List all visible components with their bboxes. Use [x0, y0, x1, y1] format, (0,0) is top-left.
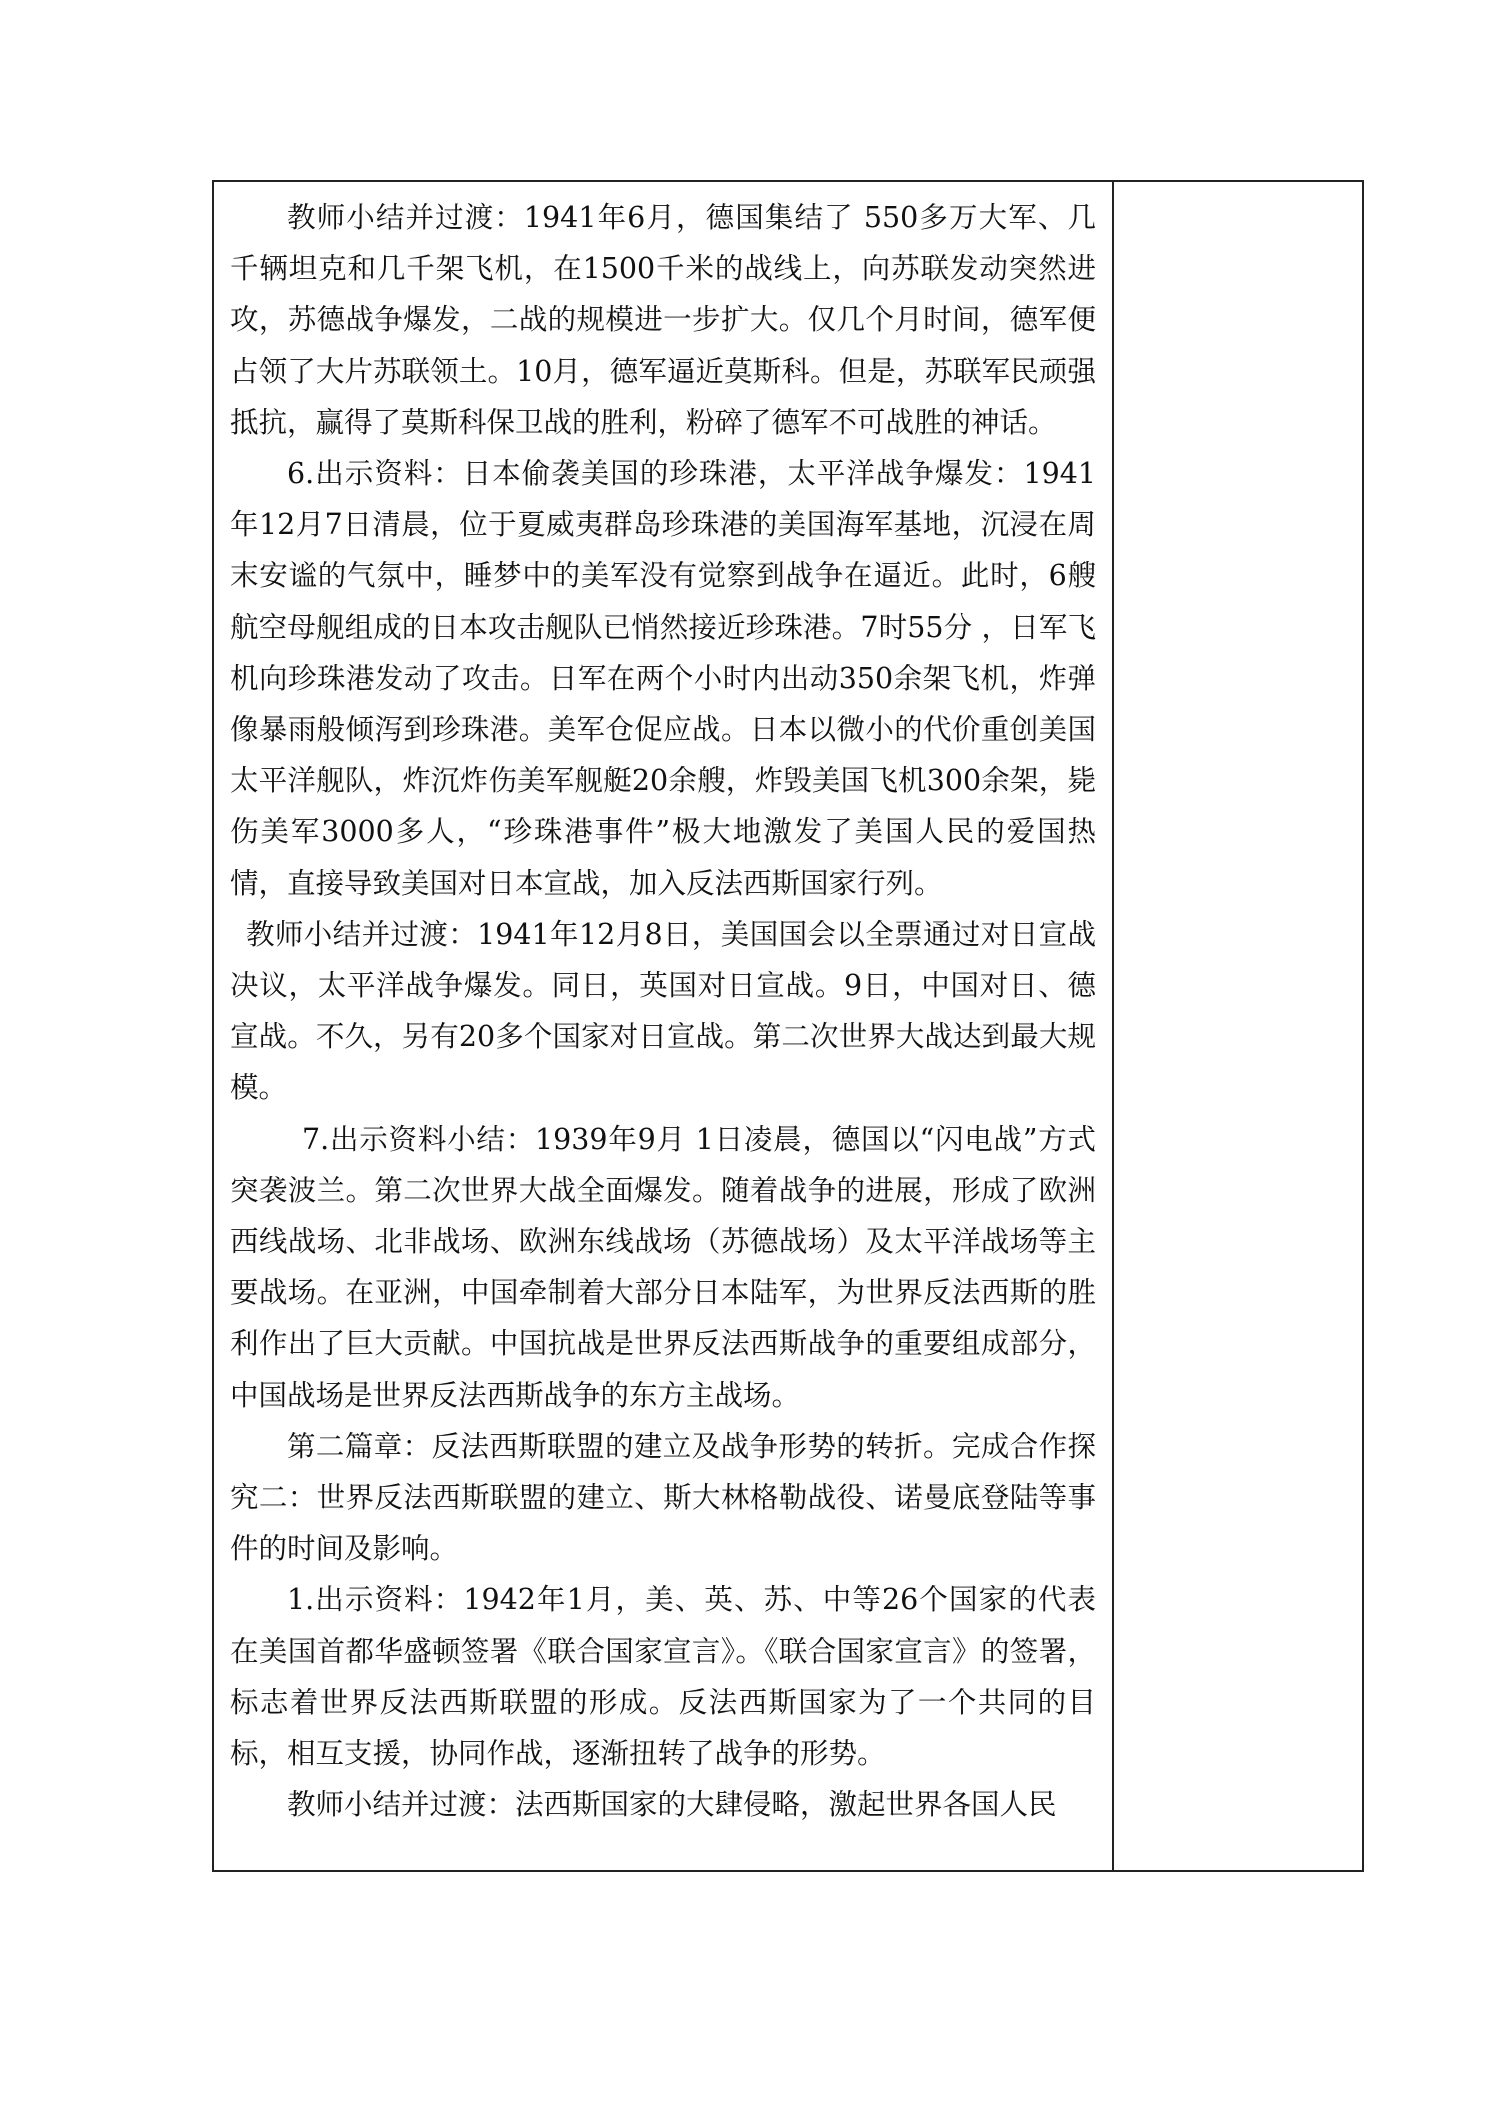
paragraph-chapter-two: 第二篇章：反法西斯联盟的建立及战争形势的转折。完成合作探究二：世界反法西斯联盟的建立、斯大林格勒战役、诺曼底登陆等事件的时间及影响。	[230, 1429, 1096, 1566]
paragraph-material-1: 1.出示资料：1942年1月，美、英、苏、中等26个国家的代表在美国首都华盛顿签署《联合国家宣言》。《联合国家宣言》的签署，标志着世界反法西斯联盟的形成。反法西斯国家为了一个共同的目标，相互支援，协同作战，逐渐扭转了战争的形势。	[230, 1583, 1096, 1771]
paragraph-teacher-summary-2: 教师小结并过渡：1941年12月8日，美国国会以全票通过对日宣战决议，太平洋战争爆发。同日，英国对日宣战。9日，中国对日、德宣战。不久，另有20多个国家对日宣战。第二次世界大战达到最大规模。	[230, 917, 1096, 1105]
paragraph-material-6: 6.出示资料：日本偷袭美国的珍珠港，太平洋战争爆发：1941年12月7日清晨，位于夏威夷群岛珍珠港的美国海军基地，沉浸在周末安谧的气氛中，睡梦中的美军没有觉察到战争在逼近。此时，6艘航空母舰组成的日本攻击舰队已悄然接近珍珠港。7时55分 ，日军飞机向珍珠港发动了攻击。日军在两个小时内出动350余架飞机，炸弹像暴雨般倾泻到珍珠港。美军仓促应战。日本以微小的代价重创美国太平洋舰队，炸沉炸伤美军舰艇20余艘，炸毁美国飞机300余架，毙伤美军3000多人，“珍珠港事件”极大地激发了美国人民的爱国热情，直接导致美国对日本宣战，加入反法西斯国家行列。	[230, 457, 1096, 900]
paragraph-material-7: 7.出示资料小结：1939年9月 1日凌晨，德国以“闪电战”方式突袭波兰。第二次世界大战全面爆发。随着战争的进展，形成了欧洲西线战场、北非战场、欧洲东线战场（苏德战场）及太平洋战场等主要战场。在亚洲，中国牵制着大部分日本陆军，为世界反法西斯的胜利作出了巨大贡献。中国抗战是世界反法西斯战争的重要组成部分，中国战场是世界反法西斯战争的东方主战场。	[230, 1122, 1096, 1412]
lesson-table	[212, 180, 1364, 1872]
paragraph-teacher-summary-3: 教师小结并过渡：法西斯国家的大肆侵略，激起世界各国人民	[287, 1788, 1057, 1822]
paragraph-teacher-summary-1: 教师小结并过渡：1941年6月，德国集结了 550多万大军、几千辆坦克和几千架飞机，在1500千米的战线上，向苏联发动突然进攻，苏德战争爆发，二战的规模进一步扩大。仅几个月时间，德军便占领了大片苏联领土。10月，德军逼近莫斯科。但是，苏联军民顽强抵抗，赢得了莫斯科保卫战的胜利，粉碎了德军不可战胜的神话。	[230, 201, 1096, 439]
lesson-content-cell	[214, 182, 1114, 1870]
notes-cell	[1114, 182, 1362, 1870]
